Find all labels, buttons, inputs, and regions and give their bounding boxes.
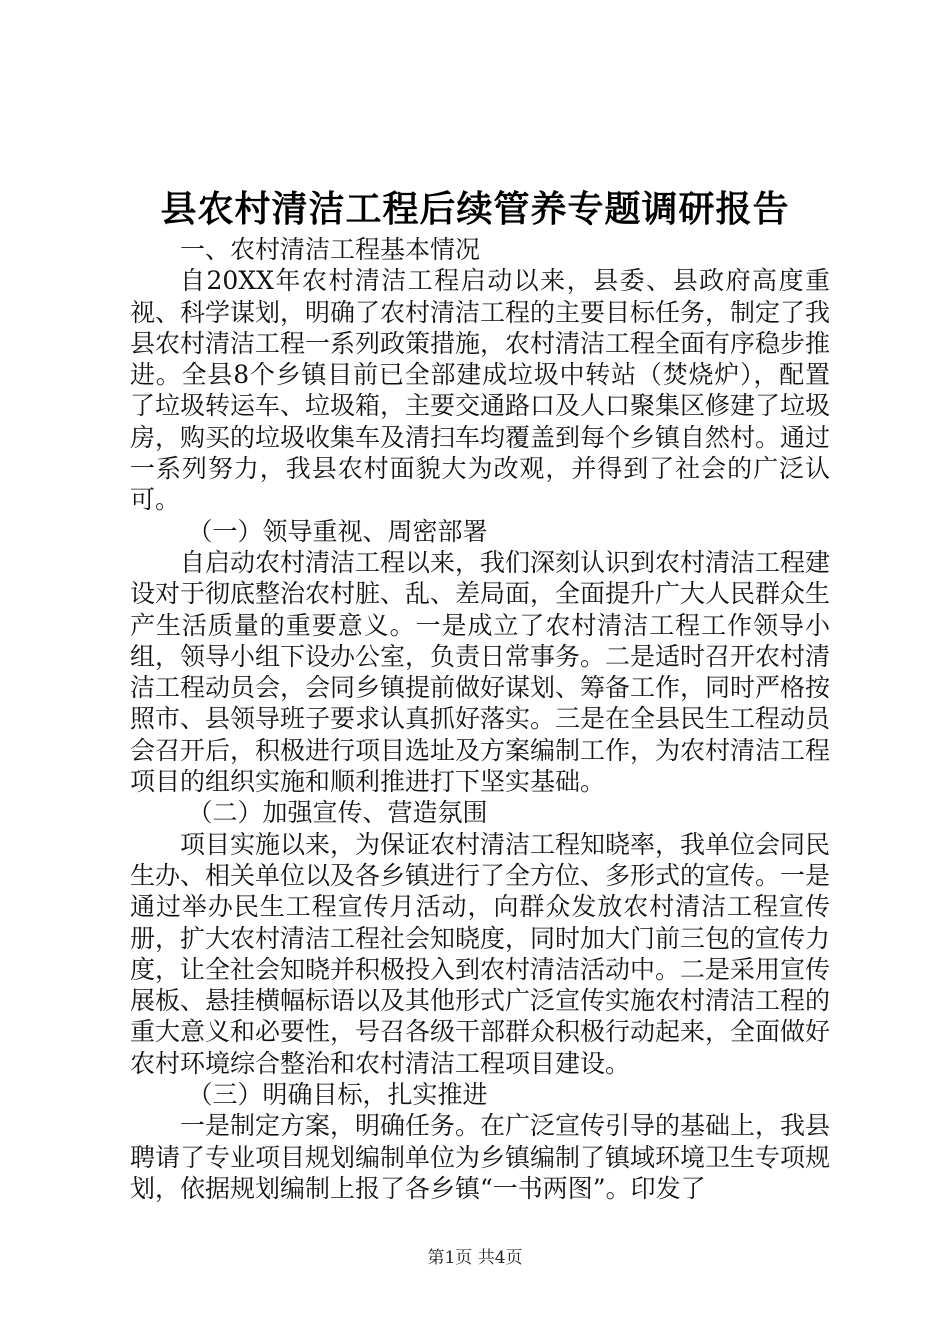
section-subheading: （一）领导重视、周密部署 (187, 516, 488, 546)
section-subheading: （二）加强宣传、营造氛围 (187, 798, 488, 828)
document-title: 县农村清洁工程后续管养专题调研报告 (160, 188, 790, 230)
section-subheading: （三）明确目标，扎实推进 (187, 1080, 488, 1110)
document-body (130, 234, 830, 1204)
paragraph: 一是制定方案，明确任务。在广泛宣传引导的基础上，我县聘请了专业项目规划编制单位为乡镇编制了镇域环境卫生专项规划，依据规划编制上报了各乡镇“一书两图”。印发了 (130, 1111, 831, 1203)
page-footer: 第1页 共4页 (427, 1248, 523, 1268)
paragraph: 自20XX年农村清洁工程启动以来，县委、县政府高度重视、科学谋划，明确了农村清洁工程的主要目标任务，制定了我县农村清洁工程一系列政策措施，农村清洁工程全面有序稳步推进。全县8个乡镇目前已全部建成垃圾中转站（焚烧炉），配置了垃圾转运车、垃圾箱，主要交通路口及人口聚集区修建了垃圾房，购买的垃圾收集车及清扫车均覆盖到每个乡镇自然村。通过一系列努力，我县农村面貌大为改观，并得到了社会的广泛认可。 (130, 266, 831, 515)
section-heading: 一、农村清洁工程基本情况 (180, 235, 481, 264)
paragraph: 项目实施以来，为保证农村清洁工程知晓率，我单位会同民生办、相关单位以及各乡镇进行了全方位、多形式的宣传。一是通过举办民生工程宣传月活动，向群众发放农村清洁工程宣传册，扩大农村清洁工程社会知晓度，同时加大门前三包的宣传力度，让全社会知晓并积极投入到农村清洁活动中。二是采用宣传展板、悬挂横幅标语以及其他形式广泛宣传实施农村清洁工程的重大意义和必要性，号召各级干部群众积极行动起来，全面做好农村环境综合整治和农村清洁工程项目建设。 (130, 829, 831, 1078)
paragraph: 自启动农村清洁工程以来，我们深刻认识到农村清洁工程建设对于彻底整治农村脏、乱、差局面，全面提升广大人民群众生产生活质量的重要意义。一是成立了农村清洁工程工作领导小组，领导小组下设办公室，负责日常事务。二是适时召开农村清洁工程动员会，会同乡镇提前做好谋划、筹备工作，同时严格按照市、县领导班子要求认真抓好落实。三是在全县民生工程动员会召开后，积极进行项目选址及方案编制工作，为农村清洁工程项目的组织实施和顺利推进打下坚实基础。 (130, 547, 831, 797)
